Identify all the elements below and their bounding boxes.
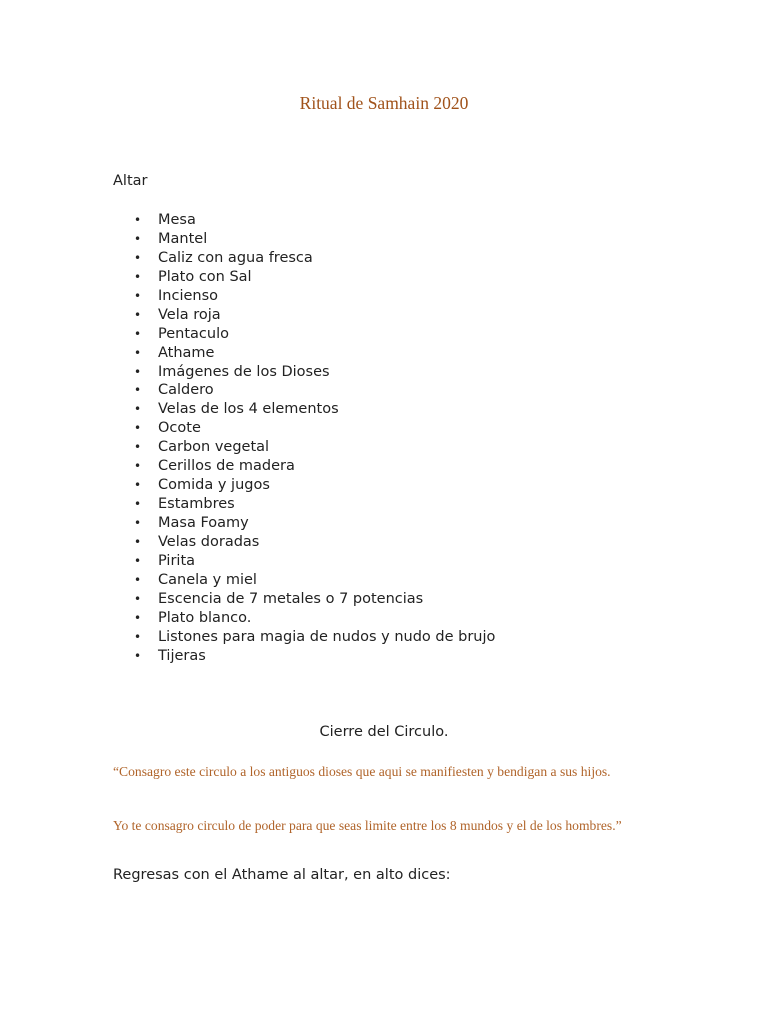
list-item [113,400,495,419]
list-item-text: Tijeras [158,647,206,664]
list-item [113,647,495,666]
bullet-icon: • [134,231,142,246]
list-item [113,438,495,457]
bullet-icon: • [134,591,142,606]
list-item-text: Ocote [158,420,201,437]
list-item-text: Vela roja [158,306,221,323]
bullet-icon: • [134,288,142,303]
list-item [113,419,495,438]
list-item [113,552,495,571]
bullet-icon: • [134,421,142,436]
list-item [113,609,495,628]
list-item [113,533,495,552]
list-item [113,590,495,609]
list-item-text: Incienso [158,287,219,304]
list-item-text: Listones para magia de nudos y nudo de brujo [158,628,496,645]
bullet-icon: • [134,402,142,417]
bullet-icon: • [134,213,142,227]
list-item-text: Caliz con agua fresca [158,249,313,266]
list-item [113,363,495,382]
list-item-text: Caldero [158,382,214,399]
bullet-icon: • [134,326,142,341]
list-item-text: Cerillos de madera [158,458,295,475]
altar-items-list [113,211,495,666]
list-item-text: Mantel [158,230,208,247]
list-item [113,476,495,495]
bullet-icon: • [134,307,142,322]
bullet-icon: • [134,516,142,530]
list-item [113,495,495,514]
section-label-altar: Altar [113,173,148,189]
list-item-text: Velas de los 4 elementos [158,401,339,418]
instruction-paragraph: Regresas con el Athame al altar, en alto dices: [113,867,451,883]
bullet-icon: • [134,440,142,455]
list-item-text: Carbon vegetal [158,439,270,456]
verse-paragraph: “Consagro este circulo a los antiguos dioses que aqui se manifiesten y bendigan a sus hijos. [113,764,611,779]
bullet-icon: • [134,364,142,379]
bullet-icon: • [134,269,142,284]
list-item-text: Mesa [158,212,196,228]
bullet-icon: • [134,553,142,568]
list-item-text: Velas doradas [158,533,260,550]
list-item [113,344,495,363]
list-item-text: Athame [158,344,215,361]
list-item-text: Canela y miel [158,571,257,588]
bullet-icon: • [134,459,142,474]
section-subheading: Cierre del Circulo. [319,724,449,740]
bullet-icon: • [134,383,142,398]
bullet-icon: • [134,629,142,644]
list-item [113,514,495,533]
list-item [113,628,495,647]
verse-paragraph: Yo te consagro circulo de poder para que seas limite entre los 8 mundos y el de los hombres.” [113,818,622,833]
list-item [113,287,495,306]
list-item [113,230,495,249]
list-item [113,268,495,287]
list-item-text: Estambres [158,496,235,513]
bullet-icon: • [134,478,142,493]
bullet-icon: • [134,497,142,512]
bullet-icon: • [134,345,142,360]
list-item [113,306,495,325]
list-item-text: Imágenes de los Dioses [158,363,330,380]
document-title: Ritual de Samhain 2020 [299,93,469,113]
list-item-text: Plato blanco. [158,609,252,626]
bullet-icon: • [134,648,142,663]
bullet-icon: • [134,534,142,549]
list-item [113,381,495,400]
list-item [113,249,495,268]
list-item-text: Comida y jugos [158,477,270,494]
list-item-text: Pentaculo [158,325,229,342]
bullet-icon: • [134,610,142,625]
list-item [113,211,495,230]
list-item-text: Masa Foamy [158,515,249,531]
list-item-text: Pirita [158,552,196,569]
list-item [113,325,495,344]
list-item-text: Plato con Sal [158,268,252,285]
bullet-icon: • [134,250,142,265]
list-item-text: Escencia de 7 metales o 7 potencias [158,590,424,607]
list-item [113,571,495,590]
bullet-icon: • [134,572,142,587]
list-item [113,457,495,476]
